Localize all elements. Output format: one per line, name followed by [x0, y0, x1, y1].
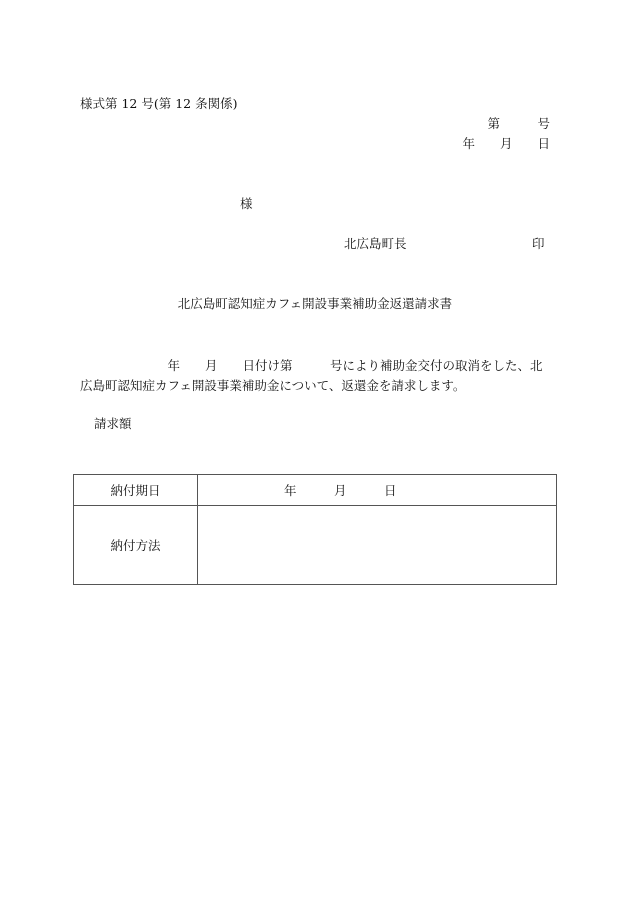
form-number: 様式第 12 号(第 12 条関係)	[80, 96, 238, 111]
document-date: 年 月 日	[462, 136, 550, 151]
payment-table	[73, 474, 557, 585]
payment-method-label: 納付方法	[74, 506, 198, 585]
issuer-name: 北広島町長	[344, 236, 407, 251]
payment-method-cell[interactable]	[198, 506, 557, 585]
document-title: 北広島町認知症カフェ開設事業補助金返還請求書	[177, 296, 453, 311]
seal-mark: 印	[532, 236, 545, 251]
table-row	[74, 506, 557, 585]
table-row	[74, 475, 557, 506]
recipient-honorific: 様	[240, 196, 253, 211]
due-date-value: 年 月 日	[284, 483, 397, 498]
due-date-cell[interactable]	[198, 475, 557, 506]
amount-label: 請求額	[94, 416, 132, 431]
due-date-label: 納付期日	[74, 475, 198, 506]
document-number: 第 号	[487, 116, 550, 131]
body-paragraph: 年 月 日付け第 号により補助金交付の取消をした、北広島町認知症カフェ開設事業補助金について、返還金を請求します。	[80, 358, 543, 393]
